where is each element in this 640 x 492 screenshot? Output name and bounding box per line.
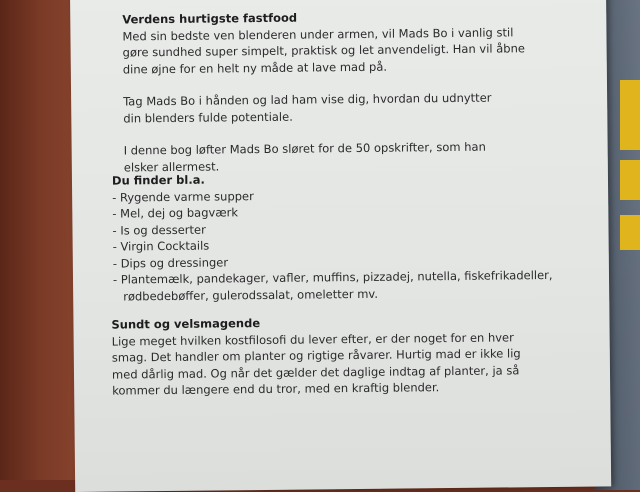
intro-line: gøre sundhed super simpelt, praktisk og let anvendeligt. Han vil åbne	[122, 41, 525, 60]
sund-line: med dårlig mad. Og når det gælder det daglige indtag af planter, ja så	[111, 362, 520, 382]
sund-heading: Sundt og velsmagende	[111, 316, 261, 332]
finder-list-item: - Plantemælk, pandekager, vafler, muffins, pizzadej, nutella, fiskefrikadeller,	[112, 267, 553, 287]
cover-yellow-lettering	[620, 80, 640, 150]
intro-line: Med sin bedste ven blenderen under armen, vil Mads Bo i vanlig stil	[122, 24, 514, 43]
finder-list-item: - Is og desserter	[112, 222, 206, 238]
finder-list-item: - Mel, dej og bagværk	[112, 205, 239, 221]
sund-line: smag. Det handler om planter og rigtige råvarer. Hurtig mad er ikke lig	[111, 346, 521, 365]
sund-line: kommer du længere end du tror, med en kraftig blender.	[112, 380, 440, 398]
cover-yellow-lettering	[620, 215, 640, 250]
book-back-page	[70, 0, 611, 492]
intro-line: dine øjne for en helt ny måde at lave mad på.	[122, 59, 388, 76]
finder-list-continuation: rødbedebøffer, gulerodssalat, omeletter mv.	[123, 286, 379, 303]
finder-list-item: - Rygende varme supper	[112, 188, 254, 205]
intro-para2-line: din blenders fulde potentiale.	[123, 109, 293, 125]
finder-section	[112, 168, 583, 305]
sund-section	[111, 312, 582, 399]
sund-line: Lige meget hvilken kostfilosofi du lever efter, er der noget for en hver	[111, 329, 514, 349]
cover-yellow-lettering	[620, 160, 640, 200]
finder-list-item: - Dips og dressinger	[112, 254, 229, 271]
finder-list-item: - Virgin Cocktails	[112, 238, 210, 254]
intro-heading: Verdens hurtigste fastfood	[122, 10, 298, 27]
intro-para2-line: Tag Mads Bo i hånden og lad ham vise dig, hvordan du udnytter	[123, 90, 492, 109]
finder-heading: Du finder bl.a.	[111, 172, 205, 188]
intro-para3-line: I denne bog løfter Mads Bo sløret for de 50 opskrifter, som han	[123, 139, 486, 158]
intro-para3-line: elsker allermest.	[123, 158, 220, 174]
intro-section	[122, 7, 564, 176]
